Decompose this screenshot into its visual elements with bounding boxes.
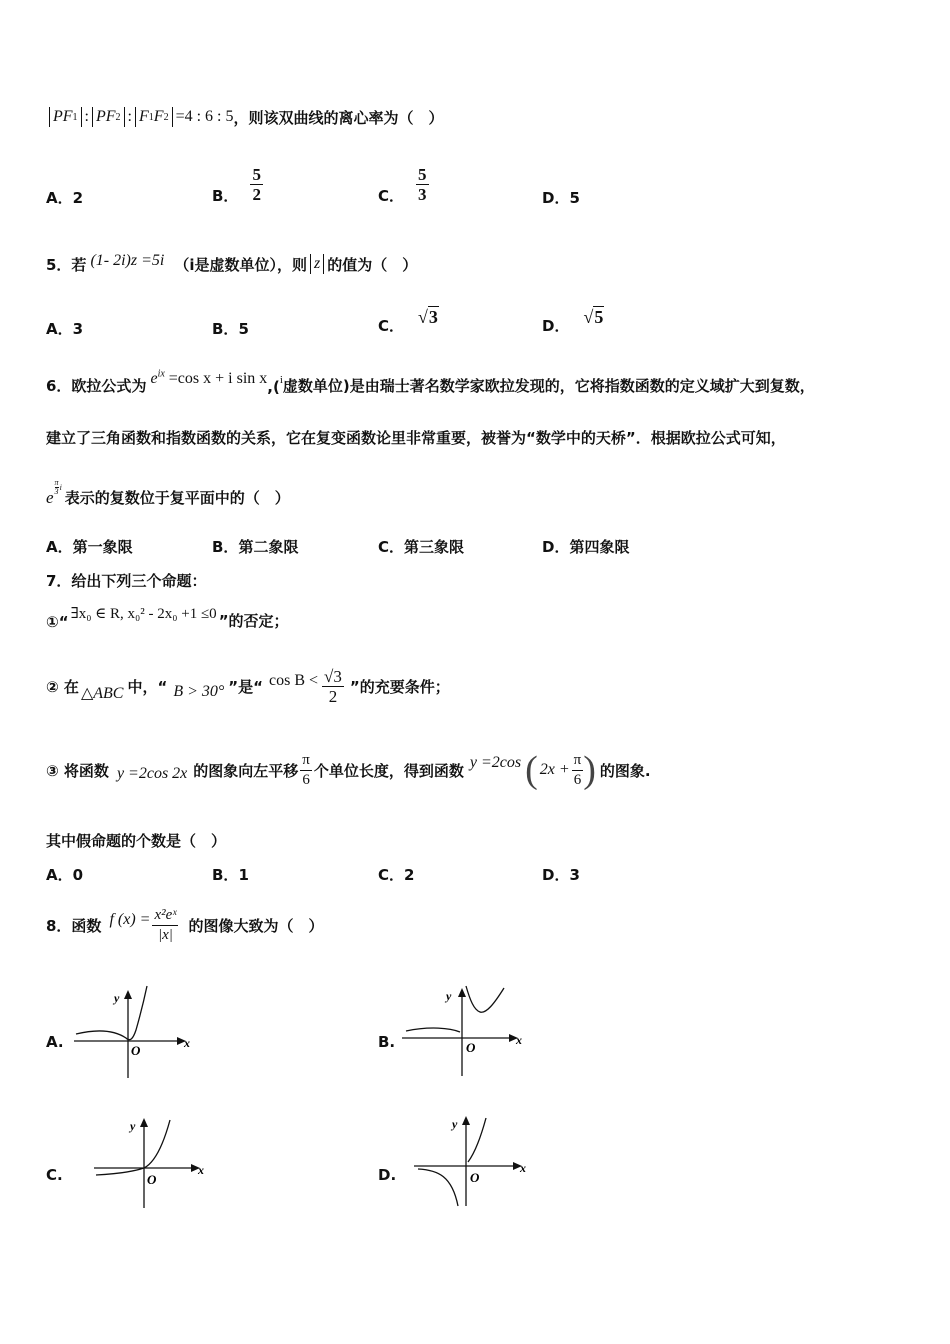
q6-option-b[interactable]: B．第二象限 <box>212 538 299 556</box>
q7-title: 7．给出下列三个命题： <box>46 572 207 590</box>
q4-question-text: ，则该双曲线的离心率为（ ） <box>233 108 444 127</box>
q7-option-c[interactable]: C．2 <box>378 866 415 884</box>
q4-stem: PF 1 : PF 2 : F 1 F 2 =4 : 6 : 5 ，则该双曲线的离心率为（ ） <box>46 104 444 130</box>
q8-option-b-label[interactable]: B. <box>378 1033 396 1051</box>
q7-question: 其中假命题的个数是（ ） <box>46 832 227 850</box>
q8-option-d-label[interactable]: D. <box>378 1166 397 1184</box>
q4-option-c[interactable]: C． $\frac{5}{3}$ <box>378 164 427 205</box>
svg-text:y: y <box>452 1117 458 1131</box>
svg-text:x: x <box>184 1036 190 1050</box>
svg-text:O: O <box>131 1043 141 1058</box>
q7-proposition-3: ③ 将函数 y =2cos 2x 的图象向左平移 $\frac{\pi}{6}$ 个单位长度，得到函数 y =2cos ( 2x + $\frac{\pi}{6}$ ) 的图象. <box>46 749 651 791</box>
svg-text:O: O <box>466 1040 476 1055</box>
q4-option-d[interactable]: D．5 <box>542 189 580 207</box>
q8-option-a-label[interactable]: A. <box>46 1033 64 1051</box>
q5-option-d[interactable]: D． √5 <box>542 307 604 335</box>
q6-option-a[interactable]: A．第一象限 <box>46 538 133 556</box>
q8-graph-d[interactable] <box>410 1110 540 1210</box>
q7-option-a[interactable]: A．0 <box>46 866 84 884</box>
q8-graph-c[interactable] <box>90 1112 220 1212</box>
q6-stem-line1: 6．欧拉公式为 $e^{ix} =\cos$ x + i sin x ,( i 虚数单位)是由瑞士著名数学家欧拉发现的，它将指数函数的定义域扩大到复数， <box>46 368 815 396</box>
q8-stem: 8．函数 f (x) = $\frac{\text{x²eˣ}}{|x|}$ 的图像大致为（ ） <box>46 906 324 943</box>
svg-text:x: x <box>520 1161 526 1175</box>
q7-proposition-1: ①“ ∃x₀ ∈ R, x₀² - 2x₀ +1 ≤0 ”的否定； <box>46 606 289 631</box>
svg-text:O: O <box>470 1170 480 1185</box>
q7-option-d[interactable]: D．3 <box>542 866 580 884</box>
q8-option-c-label[interactable]: C. <box>46 1166 63 1184</box>
q8-graph-b[interactable] <box>400 980 530 1080</box>
q5-option-a[interactable]: A．3 <box>46 320 84 338</box>
q5-option-c[interactable]: C． √3 <box>378 307 438 335</box>
q6-stem-line2: 建立了三角函数和指数函数的关系，它在复变函数论里非常重要，被誉为“数学中的天桥”．根据欧拉公式可知， <box>46 429 786 447</box>
svg-text:O: O <box>147 1172 157 1187</box>
q4-option-a[interactable]: A．2 <box>46 189 84 207</box>
svg-text:y: y <box>446 989 452 1003</box>
q7-proposition-2: ② 在 △ABC 中，“ B > 30° ”是“ cos B < $\frac{√3}{2}$ ”的充要条件； <box>46 666 450 706</box>
svg-text:x: x <box>516 1033 522 1047</box>
q6-stem-line3: e π 3 i 表示的复数位于复平面中的（ ） <box>46 478 290 507</box>
q4-option-b[interactable]: B． $\frac{5}{2}$ <box>212 164 261 205</box>
q6-option-c[interactable]: C．第三象限 <box>378 538 465 556</box>
q6-option-d[interactable]: D．第四象限 <box>542 538 630 556</box>
q5-stem: 5．若 (1- 2i)z =5i （i是虚数单位），则 z 的值为（ ） <box>46 252 418 274</box>
q5-option-b[interactable]: B．5 <box>212 320 249 338</box>
svg-text:x: x <box>198 1163 204 1177</box>
svg-text:y: y <box>114 991 120 1005</box>
q7-option-b[interactable]: B．1 <box>212 866 249 884</box>
svg-text:y: y <box>130 1119 136 1133</box>
q8-graph-a[interactable] <box>72 982 202 1082</box>
